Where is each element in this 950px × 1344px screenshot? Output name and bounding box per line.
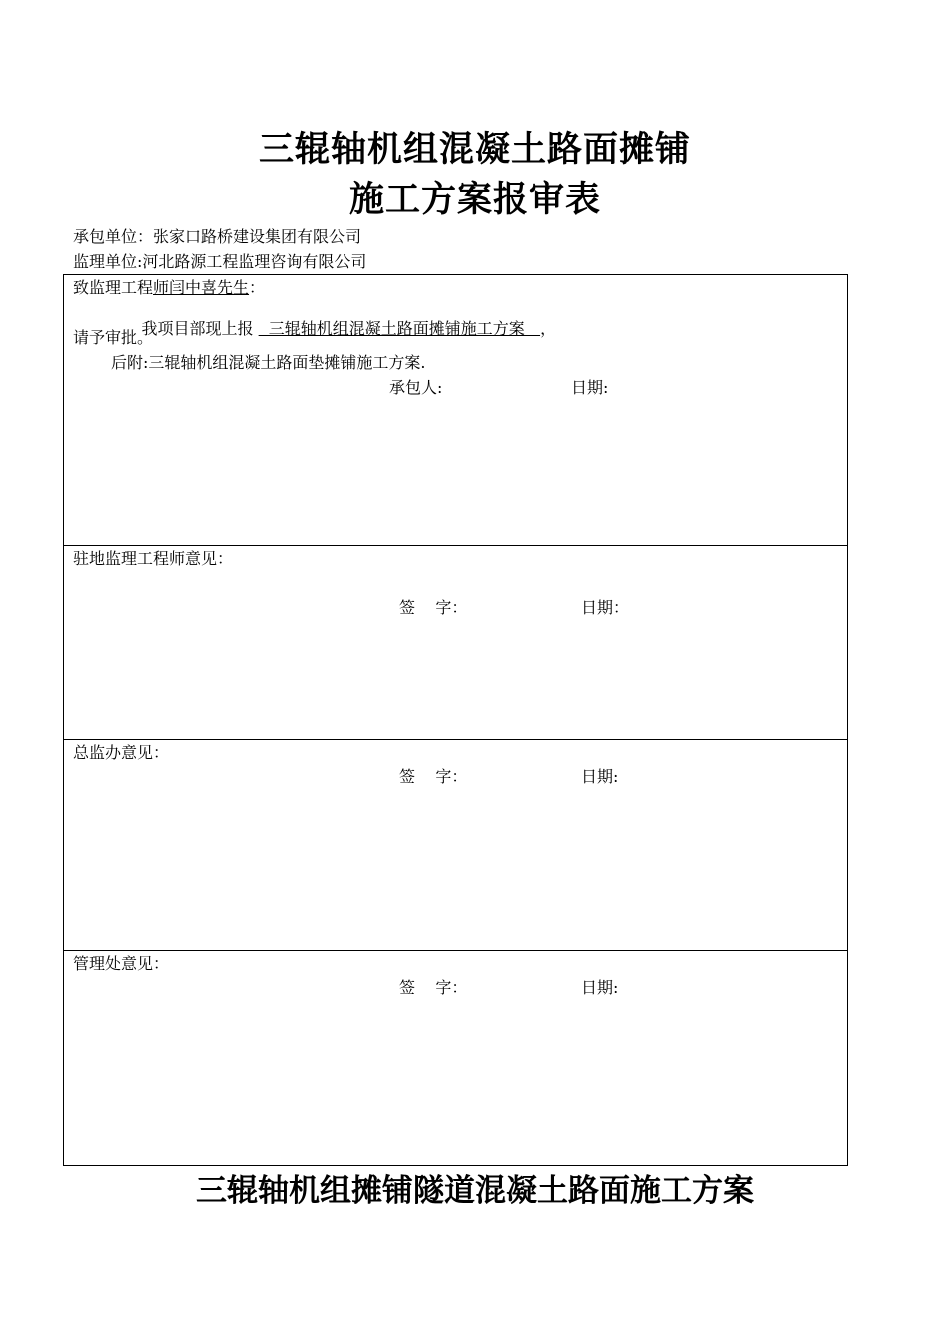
form-title-line1: 三辊轴机组混凝土路面摊铺 <box>258 129 691 170</box>
resident-engineer-signature-label: 签 字： <box>399 598 468 617</box>
resident-engineer-date-label: 日期： <box>581 598 630 617</box>
management-office-signature-label: 签 字： <box>399 978 468 997</box>
management-office-opinion-label: 管理处意见： <box>73 954 170 973</box>
report-item: 三辊轴机组混凝土路面摊铺施工方案 <box>258 319 541 338</box>
report-suffix: ， <box>540 319 557 338</box>
chief-office-date-label: 日期: <box>581 767 619 786</box>
approve-request: 请予审批。 <box>73 328 154 347</box>
chief-office-opinion-label: 总监办意见： <box>73 743 170 762</box>
addressee-prefix: 致监理工程 <box>73 278 154 297</box>
contractor-unit <box>73 229 361 245</box>
document-heading: 三辊轴机组摊铺隧道混凝土路面施工方案 <box>196 1173 754 1209</box>
attachment-line: 后附:三辊轴机组混凝土路面垫摊铺施工方案. <box>111 353 426 372</box>
resident-engineer-opinion-label: 驻地监理工程师意见： <box>73 549 234 568</box>
report-line <box>111 305 556 353</box>
report-prefix: 我项目部现上报 <box>141 319 254 338</box>
resident-engineer-section <box>64 545 847 739</box>
form-title-line2: 施工方案报审表 <box>348 179 601 220</box>
management-office-section <box>64 950 847 1165</box>
addressee-suffix: ： <box>249 278 266 297</box>
chief-office-signature-label: 签 字： <box>399 767 468 786</box>
submission-section <box>64 275 847 545</box>
submission-date-label: 日期: <box>571 378 609 397</box>
addressee-line <box>73 280 265 296</box>
supervisor-unit-value: 河北路源工程监理咨询有限公司 <box>142 252 367 271</box>
contractor-signature-label: 承包人: <box>389 378 443 397</box>
contractor-unit-label: 承包单位： <box>73 227 154 246</box>
supervisor-unit <box>73 254 366 270</box>
supervisor-unit-label: 监理单位: <box>73 252 143 271</box>
contractor-unit-value: 张家口路桥建设集团有限公司 <box>153 227 362 246</box>
management-office-date-label: 日期: <box>581 978 619 997</box>
chief-office-section <box>64 739 847 950</box>
approval-form-table <box>63 274 848 1166</box>
engineer-name: 师闫中喜先生 <box>153 278 250 297</box>
